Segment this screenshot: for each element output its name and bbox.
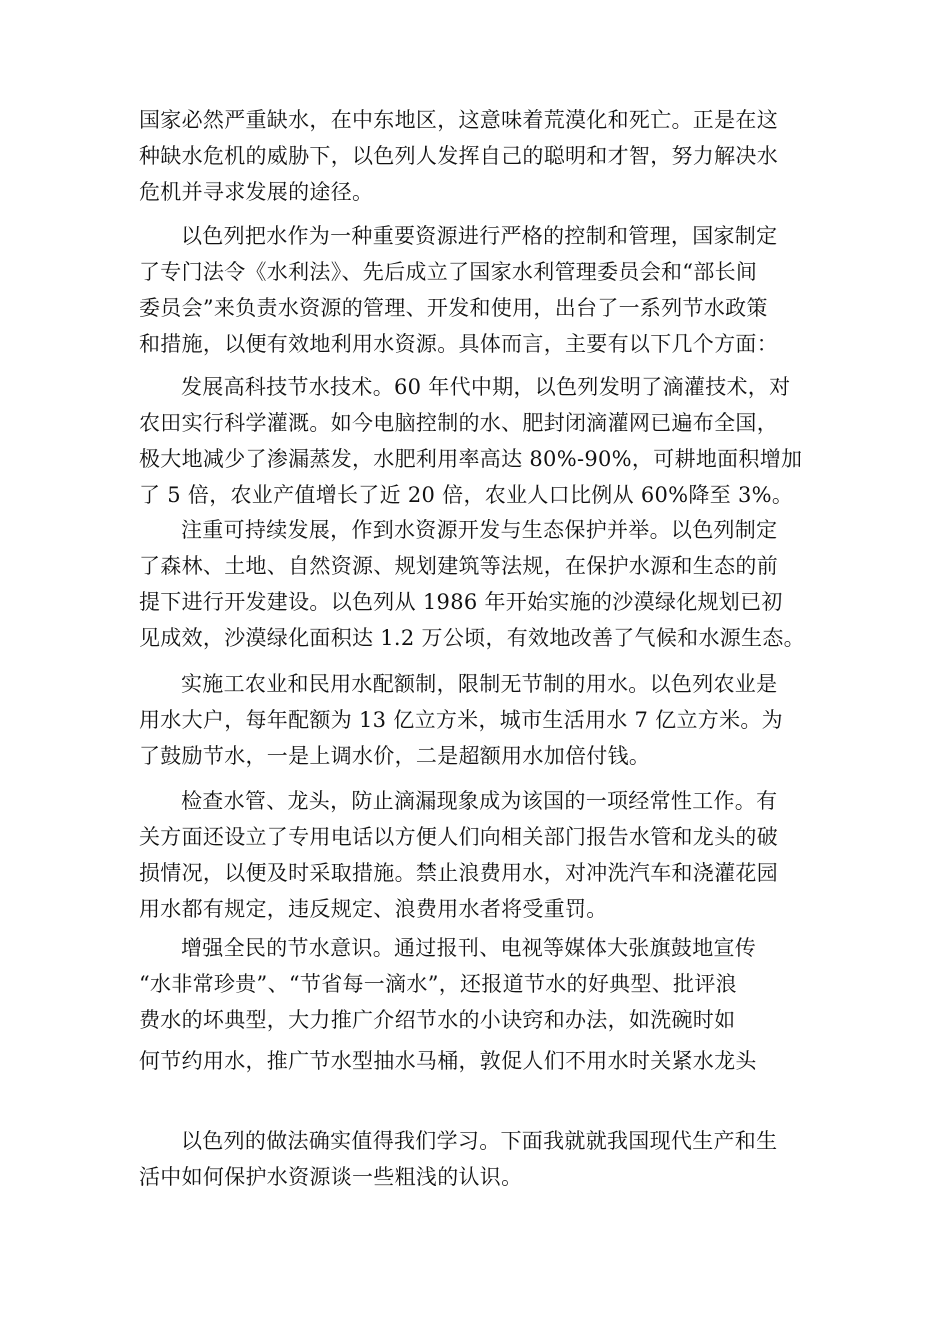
paragraph-8 bbox=[139, 1043, 819, 1079]
paragraph-line: 了专门法令《水利法》、先后成立了国家水利管理委员会和“部长间 bbox=[139, 260, 758, 284]
paragraph-2 bbox=[139, 218, 819, 362]
paragraph-line: 了鼓励节水，一是上调水价，二是超额用水加倍付钱。 bbox=[139, 744, 651, 768]
paragraph-line: 用水大户，每年配额为 13 亿立方米，城市生活用水 7 亿立方米。为 bbox=[139, 708, 783, 732]
paragraph-line: 活中如何保护水资源谈一些粗浅的认识。 bbox=[139, 1165, 523, 1189]
paragraph-line: 实施工农业和民用水配额制，限制无节制的用水。以色列农业是 bbox=[181, 672, 778, 696]
paragraph-line: 委员会”来负责水资源的管理、开发和使用，出台了一系列节水政策 bbox=[139, 296, 768, 320]
paragraph-line: 和措施，以便有效地利用水资源。具体而言，主要有以下几个方面： bbox=[139, 332, 778, 356]
paragraph-line: 用水都有规定，违反规定、浪费用水者将受重罚。 bbox=[139, 897, 608, 921]
paragraph-line: 增强全民的节水意识。通过报刊、电视等媒体大张旗鼓地宣传 bbox=[181, 936, 757, 960]
paragraph-line: 以色列的做法确实值得我们学习。下面我就就我国现代生产和生 bbox=[181, 1129, 778, 1153]
paragraph-line: “水非常珍贵”、“节省每一滴水”，还报道节水的好典型、批评浪 bbox=[139, 972, 737, 996]
paragraph-line: 农田实行科学灌溉。如今电脑控制的水、肥封闭滴灌网已遍布全国， bbox=[139, 411, 778, 435]
paragraph-line: 何节约用水，推广节水型抽水马桶，敦促人们不用水时关紧水龙头 bbox=[139, 1049, 757, 1073]
paragraph-line: 极大地减少了渗漏蒸发，水肥利用率高达 80%-90%，可耕地面积增加 bbox=[139, 447, 803, 471]
paragraph-7 bbox=[139, 930, 819, 1038]
paragraph-5 bbox=[139, 666, 819, 774]
paragraph-line: 费水的坏典型，大力推广介绍节水的小诀窍和办法，如洗碗时如 bbox=[139, 1008, 736, 1032]
paragraph-6 bbox=[139, 783, 819, 927]
paragraph-line: 注重可持续发展，作到水资源开发与生态保护并举。以色列制定 bbox=[181, 518, 778, 542]
paragraph-3 bbox=[139, 369, 819, 513]
paragraph-line: 以色列把水作为一种重要资源进行严格的控制和管理，国家制定 bbox=[181, 224, 778, 248]
paragraph-line: 提下进行开发建设。以色列从 1986 年开始实施的沙漠绿化规划已初 bbox=[139, 590, 783, 614]
paragraph-line: 危机并寻求发展的途径。 bbox=[139, 180, 374, 204]
paragraph-line: 了 5 倍，农业产值增长了近 20 倍，农业人口比例从 60%降至 3%。 bbox=[139, 483, 794, 507]
paragraph-4 bbox=[139, 512, 819, 656]
paragraph-9 bbox=[139, 1123, 819, 1195]
paragraph-line: 见成效，沙漠绿化面积达 1.2 万公顷，有效地改善了气候和水源生态。 bbox=[139, 626, 805, 650]
paragraph-line: 国家必然严重缺水，在中东地区，这意味着荒漠化和死亡。正是在这 bbox=[139, 108, 778, 132]
paragraph-line: 了森林、土地、自然资源、规划建筑等法规，在保护水源和生态的前 bbox=[139, 554, 778, 578]
paragraph-1 bbox=[139, 102, 819, 210]
paragraph-line: 损情况，以便及时采取措施。禁止浪费用水，对冲洗汽车和浇灌花园 bbox=[139, 861, 778, 885]
paragraph-line: 关方面还设立了专用电话以方便人们向相关部门报告水管和龙头的破 bbox=[139, 825, 778, 849]
paragraph-line: 检查水管、龙头，防止滴漏现象成为该国的一项经常性工作。有 bbox=[181, 789, 778, 813]
paragraph-line: 发展高科技节水技术。60 年代中期，以色列发明了滴灌技术，对 bbox=[181, 375, 791, 399]
paragraph-line: 种缺水危机的威胁下，以色列人发挥自己的聪明和才智，努力解决水 bbox=[139, 144, 778, 168]
